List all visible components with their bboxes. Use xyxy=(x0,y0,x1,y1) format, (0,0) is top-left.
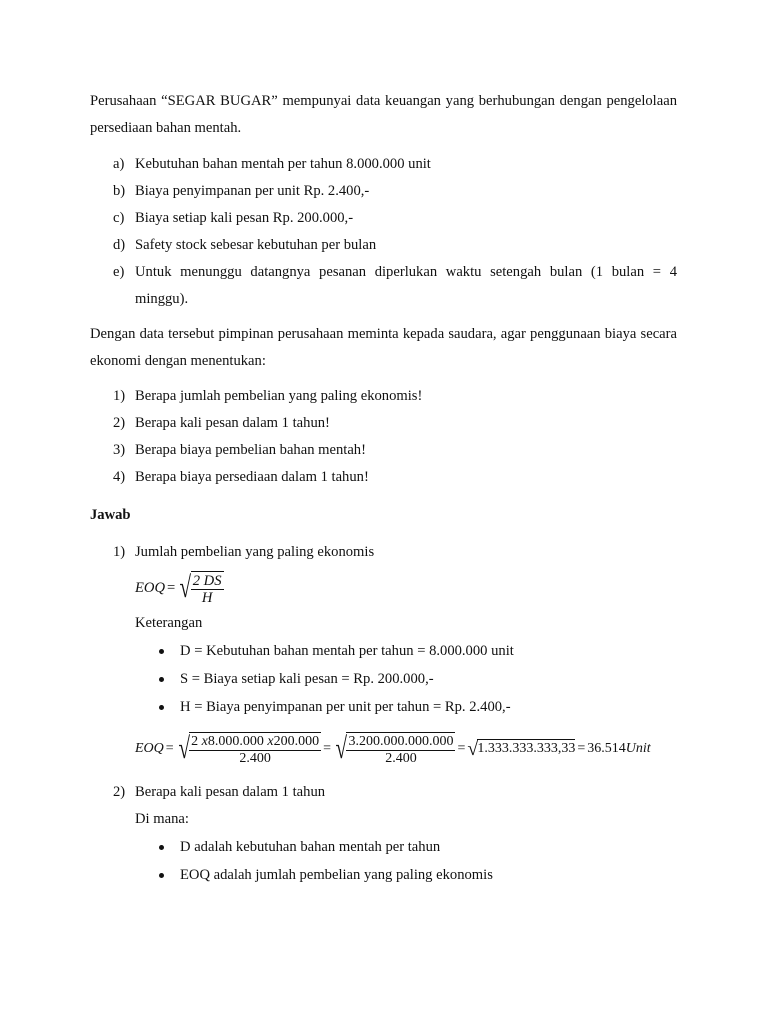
eoq-formula xyxy=(135,568,677,608)
bullet-text: S = Biaya setiap kali pesan = Rp. 200.000,- xyxy=(180,671,434,687)
question-text: Berapa biaya pembelian bahan mentah! xyxy=(135,442,366,458)
radical-sign: √ xyxy=(179,570,192,604)
list-marker: 2) xyxy=(113,415,126,431)
bullet-item xyxy=(135,861,677,889)
question-item xyxy=(90,383,677,410)
list-marker: e) xyxy=(113,264,125,280)
list-item xyxy=(90,232,677,259)
list-item xyxy=(90,205,677,232)
question-text: Berapa jumlah pembelian yang paling ekonomis! xyxy=(135,388,423,404)
radical-sign: √ xyxy=(467,738,479,760)
bullet-dot xyxy=(159,845,164,850)
bullet-text: D = Kebutuhan bahan mentah per tahun = 8.000.000 unit xyxy=(180,643,514,659)
question-text: Berapa biaya persediaan dalam 1 tahun! xyxy=(135,469,369,485)
calc-unit: Unit xyxy=(625,741,651,756)
radical-sign: √ xyxy=(335,731,347,765)
question-item xyxy=(90,437,677,464)
sqrt-symbol xyxy=(467,739,575,759)
list-item-text: Biaya penyimpanan per unit Rp. 2.400,- xyxy=(135,183,370,199)
bullet-text: H = Biaya penyimpanan per unit per tahun = Rp. 2.400,- xyxy=(180,699,511,715)
list-marker: 4) xyxy=(113,469,126,485)
document-page xyxy=(90,88,677,889)
list-marker: 2) xyxy=(113,784,126,800)
fraction-denominator: 2.400 xyxy=(239,750,271,766)
calc-equals: = xyxy=(457,741,466,756)
answer-item-1 xyxy=(90,539,677,566)
calc-equals: = xyxy=(165,741,174,756)
list-item-text: Biaya setiap kali pesan Rp. 200.000,- xyxy=(135,210,354,226)
formula-equals: = xyxy=(167,579,176,596)
calc-result: 36.514 xyxy=(587,741,626,756)
calc-root-value: 1.333.333.333,33 xyxy=(477,739,575,759)
bullet-dot xyxy=(159,873,164,878)
bullet-item xyxy=(135,833,677,861)
sqrt-symbol xyxy=(177,571,223,606)
formula-lhs: EOQ xyxy=(135,579,165,596)
di-mana-label: Di mana: xyxy=(135,811,189,827)
sqrt-symbol xyxy=(333,732,455,767)
answer-item-2 xyxy=(90,779,677,806)
calc-fraction-1 xyxy=(189,734,321,767)
answer-list xyxy=(90,539,677,566)
data-list xyxy=(90,151,677,313)
answer-title: Jumlah pembelian yang paling ekonomis xyxy=(135,544,375,560)
bullet-dot xyxy=(159,705,164,710)
sqrt-symbol xyxy=(176,732,321,767)
fraction-numerator: 3.200.000.000.000 xyxy=(348,733,454,749)
keterangan-label: Keterangan xyxy=(135,615,203,631)
list-marker: 1) xyxy=(113,544,126,560)
question-text: Berapa kali pesan dalam 1 tahun! xyxy=(135,415,330,431)
radical-sign: √ xyxy=(178,731,190,765)
bullet-item xyxy=(135,637,677,665)
request-paragraph: Dengan data tersebut pimpinan perusahaan meminta kepada saudara, agar penggunaan biaya secara ekonomi dengan menentukan: xyxy=(90,326,677,369)
list-marker: 1) xyxy=(113,388,126,404)
bullet-text: D adalah kebutuhan bahan mentah per tahun xyxy=(180,839,441,855)
question-item xyxy=(90,464,677,491)
fraction-denominator: 2.400 xyxy=(385,750,417,766)
bullet-item xyxy=(135,665,677,693)
intro-paragraph: Perusahaan “SEGAR BUGAR” mempunyai data keuangan yang berhubungan dengan pengelolaan persediaan bahan mentah. xyxy=(90,93,677,136)
fraction-denominator: H xyxy=(201,589,213,606)
di-mana-list xyxy=(135,833,677,889)
list-item xyxy=(90,259,677,313)
calc-equals: = xyxy=(323,741,331,756)
list-marker: c) xyxy=(113,210,125,226)
bullet-dot xyxy=(159,649,164,654)
answer-list-2 xyxy=(90,779,677,806)
calc-equals: = xyxy=(577,741,586,756)
list-marker: 3) xyxy=(113,442,126,458)
bullet-text: EOQ adalah jumlah pembelian yang paling ekonomis xyxy=(180,867,493,883)
list-marker: d) xyxy=(113,237,126,253)
formula-fraction xyxy=(191,573,224,606)
list-item-text: Safety stock sebesar kebutuhan per bulan xyxy=(135,237,377,253)
keterangan-list xyxy=(135,637,677,721)
answer-heading: Jawab xyxy=(90,507,131,523)
bullet-item xyxy=(135,693,677,721)
list-item xyxy=(90,178,677,205)
eoq-calculation xyxy=(135,727,677,771)
list-item xyxy=(90,151,677,178)
list-item-text: Untuk menunggu datangnya pesanan diperlukan waktu setengah bulan (1 bulan = 4 minggu). xyxy=(135,264,677,307)
fraction-numerator: 2 x8.000.000 x200.000 xyxy=(191,733,320,749)
list-item-text: Kebutuhan bahan mentah per tahun 8.000.000 unit xyxy=(135,156,431,172)
answer-title: Berapa kali pesan dalam 1 tahun xyxy=(135,784,326,800)
fraction-numerator: 2 DS xyxy=(192,572,222,589)
list-marker: a) xyxy=(113,156,125,172)
bullet-dot xyxy=(159,677,164,682)
question-item xyxy=(90,410,677,437)
list-marker: b) xyxy=(113,183,126,199)
calc-lhs: EOQ xyxy=(135,741,164,756)
question-list xyxy=(90,383,677,491)
calc-fraction-2 xyxy=(346,734,455,767)
